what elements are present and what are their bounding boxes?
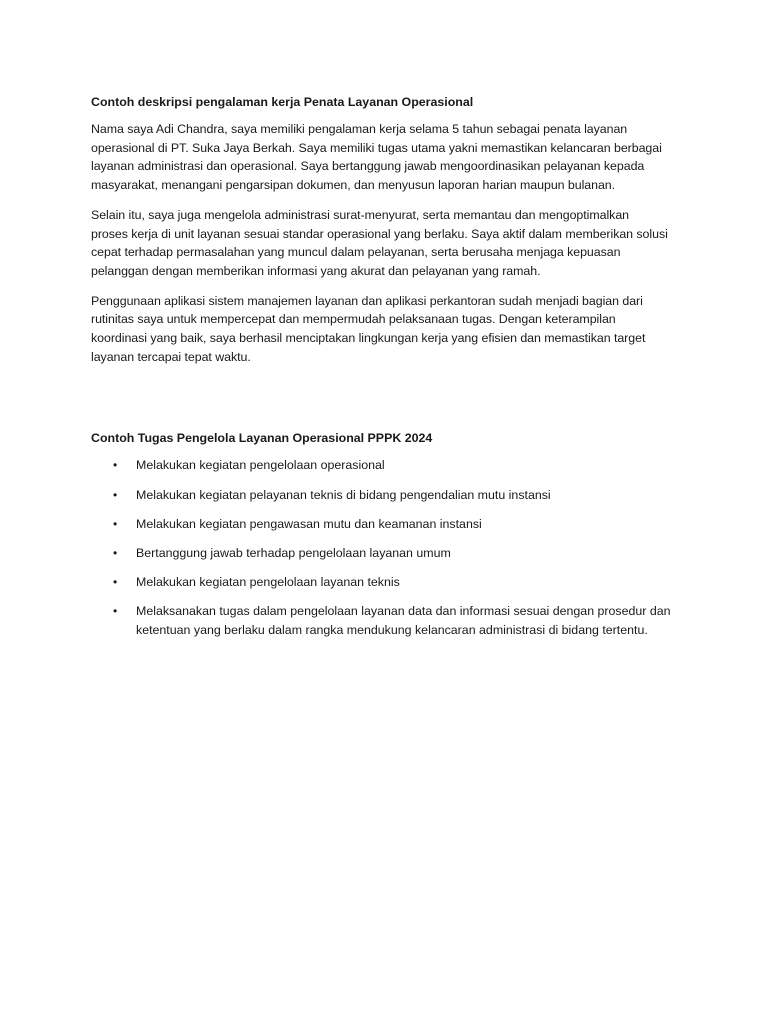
list-item	[91, 456, 691, 475]
paragraph	[91, 292, 691, 367]
section-work-experience	[91, 93, 691, 366]
document-page	[91, 93, 691, 650]
section-task-list	[91, 429, 691, 639]
text-line: rutinitas saya untuk mempercepat dan mempermudah pelaksanaan tugas. Dengan keterampilan	[91, 312, 616, 327]
paragraph	[91, 120, 691, 195]
bullet-icon: •	[113, 516, 118, 531]
text-line: Nama saya Adi Chandra, saya memiliki pengalaman kerja selama 5 tahun sebagai penata layanan	[91, 122, 628, 136]
text-line: Melakukan kegiatan pengawasan mutu dan keamanan instansi	[136, 516, 482, 531]
bullet-icon: •	[113, 458, 118, 473]
text-line: Melakukan kegiatan pelayanan teknis di bidang pengendalian mutu instansi	[136, 487, 551, 502]
paragraph	[91, 206, 691, 281]
list-item	[91, 544, 691, 563]
text-line: proses kerja di unit layanan sesuai standar operasional yang berlaku. Saya aktif dalam memberikan solusi	[91, 226, 668, 241]
text-line: Melaksanakan tugas dalam pengelolaan layanan data dan informasi sesuai dengan prosedur dan	[136, 604, 671, 619]
text-line: ketentuan yang berlaku dalam rangka mendukung kelancaran administrasi di bidang tertentu.	[136, 623, 648, 638]
bullet-list	[91, 456, 691, 639]
list-item	[91, 573, 691, 592]
text-line: cepat terhadap permasalahan yang muncul dalam pelayanan, serta berusaha menjaga kepuasan	[91, 245, 621, 260]
text-line: koordinasi yang baik, saya berhasil menciptakan lingkungan kerja yang efisien dan memastikan target	[91, 331, 646, 346]
text-line: Melakukan kegiatan pengelolaan layanan teknis	[136, 575, 400, 590]
bullet-icon: •	[113, 604, 118, 619]
bullet-icon: •	[113, 575, 118, 590]
text-line: pelanggan dengan memberikan informasi yang akurat dan pelayanan yang ramah.	[91, 263, 541, 278]
text-line: layanan tercapai tepat waktu.	[91, 349, 251, 364]
list-item	[91, 486, 691, 505]
text-line: Selain itu, saya juga mengelola administrasi surat-menyurat, serta memantau dan mengoptimalkan	[91, 207, 630, 222]
bullet-icon: •	[113, 487, 118, 502]
text-line: Penggunaan aplikasi sistem manajemen layanan dan aplikasi perkantoran sudah menjadi bagian dari	[91, 293, 643, 308]
section-heading: Contoh Tugas Pengelola Layanan Operasional PPPK 2024	[91, 431, 433, 446]
text-line: Bertanggung jawab terhadap pengelolaan layanan umum	[136, 546, 451, 561]
text-line: operasional di PT. Suka Jaya Berkah. Saya memiliki tugas utama yakni memastikan kelancaran berbagai	[91, 140, 662, 155]
list-item	[91, 602, 691, 639]
section-heading: Contoh deskripsi pengalaman kerja Penata Layanan Operasional	[91, 95, 474, 109]
list-item	[91, 515, 691, 534]
text-line: masyarakat, menangani pengarsipan dokumen, dan menyusun laporan harian maupun bulanan.	[91, 178, 616, 193]
text-line: Melakukan kegiatan pengelolaan operasional	[136, 458, 385, 473]
bullet-icon: •	[113, 546, 118, 561]
text-line: layanan administrasi dan operasional. Saya bertanggung jawab mengoordinasikan pelayanan kepada	[91, 159, 645, 174]
